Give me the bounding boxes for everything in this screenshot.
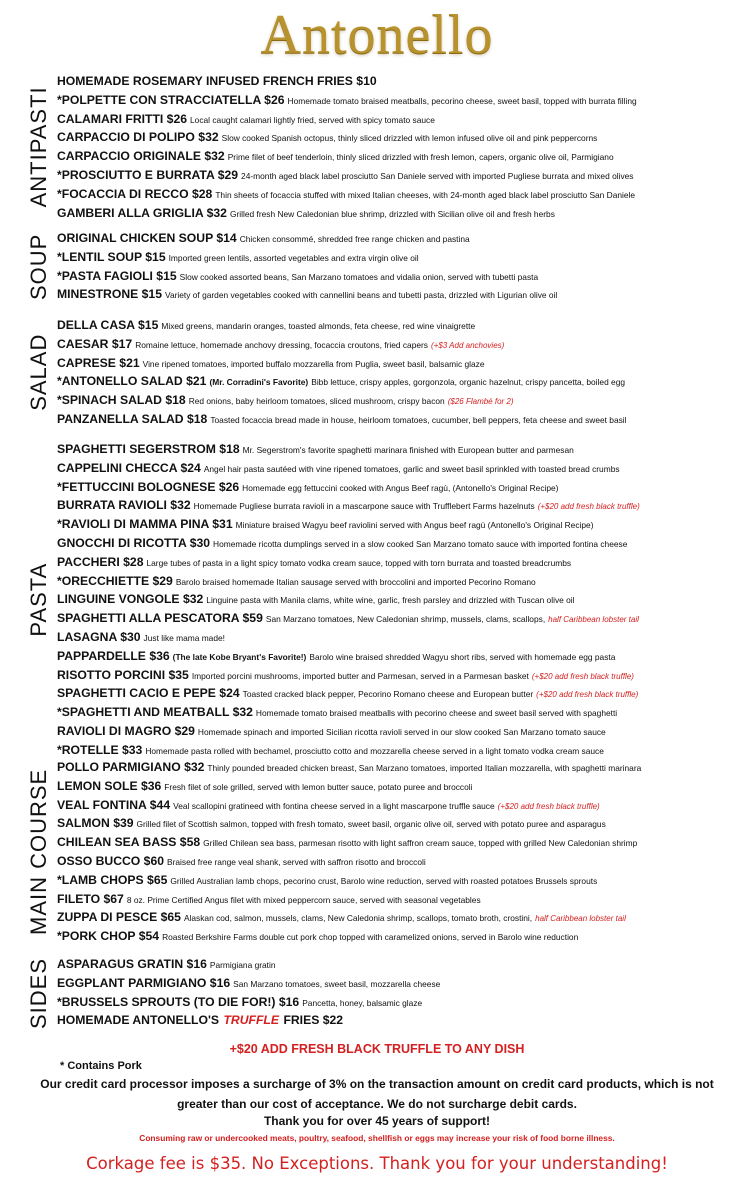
menu-item [57,229,748,248]
item-name: *ROTELLE $33 [57,742,143,757]
section-items [57,316,748,429]
item-description: Homemade spinach and imported Sicilian ricotta ravioli served in our slow cooked San Marzano tomato sauce [197,726,606,737]
item-name: DELLA CASA $15 [57,318,159,332]
menu-item [57,267,748,286]
item-name: *LENTIL SOUP $15 [57,249,166,264]
item-name: *ORECCHIETTE $29 [57,573,173,588]
menu-item [57,796,748,815]
item-name: MINESTRONE $15 [57,287,162,302]
item-name: HOMEMADE ANTONELLO'S [57,1013,220,1028]
menu-item [57,553,748,572]
item-name: BURRATA RAVIOLI $32 [57,498,191,513]
menu-item [57,335,748,354]
menu-item [57,955,748,974]
section-label: SOUP [26,233,51,300]
menu-item [57,410,748,429]
menu-item [57,459,748,478]
menu-item [57,372,748,391]
item-description: Toasted focaccia bread made in house, heirloom tomatoes, cucumber, bell peppers, feta cheese and sweet basil [210,414,627,425]
item-name: *RAVIOLI DI MAMMA PINA $31 [57,517,233,532]
item-name: CAESAR $17 [57,336,133,351]
item-addon: half Caribbean lobster tail [548,615,639,625]
item-name: POLLO PARMIGIANO $32 [57,760,205,774]
item-note: (Mr. Corradini's Favorite) [209,377,309,388]
menu-item [57,316,748,335]
menu-item [57,871,748,890]
item-name: *FETTUCCINI BOLOGNESE $26 [57,479,240,494]
item-addon: (+$20 add fresh black truffle) [497,801,600,811]
menu-item [57,993,748,1012]
menu-item [57,166,748,185]
item-description: Homemade Pugliese burrata ravioli in a mascarpone sauce with Trufflebert Farms hazelnuts [193,501,535,512]
section-label: MAIN COURSE [26,768,51,936]
menu-item [57,72,748,91]
item-description: Pancetta, honey, balsamic glaze [302,997,423,1008]
item-name: PAPPARDELLE $36 [57,648,170,663]
section-label: SIDES [26,957,51,1029]
menu-item [57,814,748,833]
item-addon: (+$3 Add anchovies) [431,340,505,350]
item-description: Grilled filet of Scottish salmon, topped with fresh tomato, sweet basil, organic olive oil, served with potato puree and asparagus [136,819,606,830]
item-name: SPAGHETTI ALLA PESCATORA $59 [57,611,263,626]
item-name: ASPARAGUS GRATIN $16 [57,957,207,971]
item-description: San Marzano tomatoes, sweet basil, mozzarella cheese [233,978,441,989]
menu-item [57,248,748,267]
menu-section-pasta [0,440,754,760]
item-name: OSSO BUCCO $60 [57,853,165,868]
item-addon: ($26 Flambé for 2) [447,397,514,407]
item-name: CHILEAN SEA BASS $58 [57,835,201,850]
item-description: Toasted cracked black pepper, Pecorino Romano cheese and European butter [242,689,534,700]
item-name: HOMEMADE ROSEMARY INFUSED FRENCH FRIES $10 [57,74,377,88]
item-description: Homemade ricotta dumplings served in a slow cooked San Marzano tomato sauce with imported fontina cheese [213,538,628,549]
item-description: Barolo braised homemade Italian sausage served with broccolini and imported Pecorino Romano [175,576,536,587]
item-description: Thin sheets of focaccia stuffed with mixed Italian cheeses, with 24-month aged black label prosciutto San Daniele [215,189,636,200]
menu-item [57,478,748,497]
item-name: *ANTONELLO SALAD $21 [57,374,207,389]
item-description: Homemade tomato braised meatballs, pecorino cheese, sweet basil, topped with burrata filling [287,95,637,106]
item-name: ORIGINAL CHICKEN SOUP $14 [57,231,237,245]
menu-section-soup [0,229,754,304]
item-name: *PORK CHOP $54 [57,929,160,944]
item-addon: (+$20 add fresh black truffle) [536,690,639,700]
item-description: Thinly pounded breaded chicken breast, San Marzano tomatoes, imported Italian mozzarella, with spaghetti marinara [207,763,642,773]
item-name: *PROSCIUTTO E BURRATA $29 [57,167,239,182]
menu-item [57,609,748,628]
item-description: Imported green lentils, assorted vegetables and extra virgin olive oil [168,252,419,263]
item-description: Fresh filet of sole grilled, served with lemon butter sauce, potato puree and broccoli [164,781,473,792]
menu-item [57,185,748,204]
item-description: Slow cooked Spanish octopus, thinly sliced drizzled with lemon infused olive oil and pink peppercorns [221,133,598,144]
section-items [57,440,748,760]
item-name: EGGPLANT PARMIGIANO $16 [57,975,231,990]
item-description: Chicken consommé, shredded free range chicken and pastina [239,234,470,244]
menu-item [57,128,748,147]
item-description: 24-month aged black label prosciutto San Daniele served with imported Pugliese burrata and mixed olives [241,170,634,181]
item-description: Local caught calamari lightly fried, served with spicy tomato sauce [190,114,435,125]
item-description: Vine ripened tomatoes, imported buffalo mozzarella from Puglia, sweet basil, balsamic glaze [142,358,485,369]
menu-item [57,758,748,777]
menu-section-salad [0,316,754,429]
item-name: LEMON SOLE $36 [57,778,162,793]
item-name: CAPRESE $21 [57,355,140,370]
item-description: Grilled fresh New Caledonian blue shrimp, drizzled with Sicilian olive oil and fresh herbs [229,208,555,219]
menu-item [57,515,748,534]
section-items [57,229,748,304]
item-name: SALMON $39 [57,816,134,831]
item-description: Bibb lettuce, crispy apples, gorgonzola, organic hazelnut, crispy pancetta, boiled egg [311,377,626,388]
menu-item [57,647,748,666]
menu-item [57,534,748,553]
item-name: *POLPETTE CON STRACCIATELLA $26 [57,92,285,107]
menu-item [57,110,748,129]
menu-item [57,927,748,946]
item-name: LASAGNA $30 [57,629,141,644]
truffle-note: +$20 ADD FRESH BLACK TRUFFLE TO ANY DISH [229,1042,525,1056]
credit-card-note: Our credit card processor imposes a surcharge of 3% on the transaction amount on credit card products, which is not greater than our cost of acceptance. We do not surcharge debit cards. [40,1077,714,1111]
item-description: Homemade pasta rolled with bechamel, prosciutto cotto and mozzarella cheese served in a light tomato vodka cream sauce [145,745,604,756]
thanks-note: Thank you for over 45 years of support! [263,1114,491,1128]
item-description: Large tubes of pasta in a light spicy tomato vodka cream sauce, topped with torn burrata and toasted breadcrumbs [146,557,572,568]
section-items [57,955,748,1030]
menu-item [57,684,748,703]
item-description: Mr. Segerstrom's favorite spaghetti marinara finished with European butter and parmesan [242,445,574,455]
menu-section-antipasti [0,72,754,222]
item-description: Angel hair pasta sautéed with vine ripened tomatoes, garlic and sweet basil sprinkled with toasted bread crumbs [203,463,620,474]
menu-item [57,496,748,515]
item-description: Red onions, baby heirloom tomatoes, sliced mushroom, crispy bacon [188,396,445,407]
item-description: Parmigiana gratin [209,960,276,970]
menu-item [57,666,748,685]
item-name: GAMBERI ALLA GRIGLIA $32 [57,205,227,220]
item-description: Romaine lettuce, homemade anchovy dressing, focaccia croutons, fried capers [135,339,428,350]
section-items [57,72,748,222]
item-description: Alaskan cod, salmon, mussels, clams, New Caledonia shrimp, scallops, tomato broth, crostini, [183,913,533,924]
item-name: RAVIOLI DI MAGRO $29 [57,723,195,738]
menu-section-sides [0,955,754,1030]
item-name: FILETO $67 [57,891,124,906]
item-name: *FOCACCIA DI RECCO $28 [57,186,213,201]
item-description: Homemade tomato braised meatballs with pecorino cheese and sweet basil served with spaghetti [255,708,618,719]
menu-item [57,440,748,459]
item-name: CARPACCIO DI POLIPO $32 [57,130,219,145]
item-description: Variety of garden vegetables cooked with cannellini beans and tubetti pasta, drizzled with Ligurian olive oil [164,290,558,301]
restaurant-title: Antonello [260,4,494,66]
menu-item [57,908,748,927]
item-name: LINGUINE VONGOLE $32 [57,592,204,607]
item-name: *SPAGHETTI AND MEATBALL $32 [57,705,253,720]
menu-item [57,590,748,609]
item-description: Imported porcini mushrooms, imported butter and Parmesan, served in a Parmesan basket [191,670,529,681]
item-description: Prime filet of beef tenderloin, thinly sliced drizzled with fresh lemon, capers, organic olive oil, Parmigiano [227,152,614,163]
menu-item [57,204,748,223]
pork-note: * Contains Pork [60,1060,142,1072]
item-addon: (+$20 add fresh black truffle) [537,502,640,512]
menu-item [57,833,748,852]
item-name: SPAGHETTI CACIO E PEPE $24 [57,686,240,701]
section-label: ANTIPASTI [26,86,51,208]
menu-item [57,285,748,304]
item-description: Grilled Chilean sea bass, parmesan risotto with light saffron cream sauce, topped with grilled New Caledonian shrimp [203,838,638,849]
item-name: ZUPPA DI PESCE $65 [57,910,181,925]
item-name: *BRUSSELS SPROUTS (TO DIE FOR!) $16 [57,994,300,1009]
item-description: Mixed greens, mandarin oranges, toasted almonds, feta cheese, red wine vinaigrette [161,321,476,331]
item-description: Linguine pasta with Manila clams, white wine, garlic, fresh parsley and drizzled with Tuscan olive oil [206,595,575,606]
item-description: Veal scallopini gratineed with fontina cheese served in a light mascarpone truffle sauce [173,800,495,811]
menu-item [57,890,748,909]
item-name-end: FRIES $22 [283,1013,344,1028]
item-name: *SPINACH SALAD $18 [57,393,186,408]
item-description: Just like mama made! [143,632,225,643]
menu-item [57,974,748,993]
section-label: SALAD [26,333,51,411]
item-name: RISOTTO PORCINI $35 [57,667,189,682]
item-description: San Marzano tomatoes, New Caledonian shrimp, mussels, clams, scallops, [265,614,546,625]
item-description: Braised free range veal shank, served with saffron risotto and broccoli [167,856,426,867]
item-addon: half Caribbean lobster tail [535,914,626,924]
menu-section-main-course [0,758,754,946]
item-description: Slow cooked assorted beans, San Marzano tomatoes and vidalia onion, served with tubetti pasta [179,271,539,282]
item-name: CARPACCIO ORIGINALE $32 [57,149,225,164]
menu-item [57,741,748,760]
item-name: VEAL FONTINA $44 [57,797,171,812]
section-label: PASTA [26,562,51,637]
item-description: Grilled Australian lamb chops, pecorino crust, Barolo wine reduction, served with roasted potatoes Brussels sprouts [170,875,598,886]
item-name: *PASTA FAGIOLI $15 [57,268,177,283]
item-addon: (+$20 add fresh black truffle) [531,671,634,681]
menu-item [57,628,748,647]
item-name: CAPPELINI CHECCA $24 [57,460,201,475]
item-description: 8 oz. Prime Certified Angus filet with mixed peppercorn sauce, served with seasonal vegetables [126,894,481,905]
item-description: Miniature braised Wagyu beef raviolini served with Angus beef ragù (Antonello's Original Recipe) [235,520,594,531]
item-note: (The late Kobe Bryant's Favorite!) [172,651,307,662]
menu-item [57,722,748,741]
item-name: PANZANELLA SALAD $18 [57,411,208,426]
menu-item [57,147,748,166]
menu-item [57,703,748,722]
item-name: PACCHERI $28 [57,554,144,569]
menu-item [57,1011,748,1030]
menu-item [57,572,748,591]
section-items [57,758,748,946]
menu-item [57,852,748,871]
item-description: Barolo wine braised shredded Wagyu short ribs, served with homemade egg pasta [309,651,616,662]
item-name: SPAGHETTI SEGERSTROM $18 [57,442,240,456]
menu-item [57,777,748,796]
corkage-note: Corkage fee is $35. No Exceptions. Thank you for your understanding! [86,1154,668,1173]
item-description: Homemade egg fettuccini cooked with Angus Beef ragù, (Antonello's Original Recipe) [242,482,559,493]
menu-item [57,91,748,110]
item-name: *LAMB CHOPS $65 [57,872,168,887]
food-safety-warning: Consuming raw or undercooked meats, poultry, seafood, shellfish or eggs may increase your risk of food borne illness. [139,1133,615,1143]
item-name: GNOCCHI DI RICOTTA $30 [57,535,211,550]
truffle-word: TRUFFLE [223,1013,279,1028]
menu-item [57,391,748,410]
item-name: CALAMARI FRITTI $26 [57,111,188,126]
menu-item [57,354,748,373]
item-description: Roasted Berkshire Farms double cut pork chop topped with caramelized onions, served in Barolo wine reduction [162,932,579,943]
